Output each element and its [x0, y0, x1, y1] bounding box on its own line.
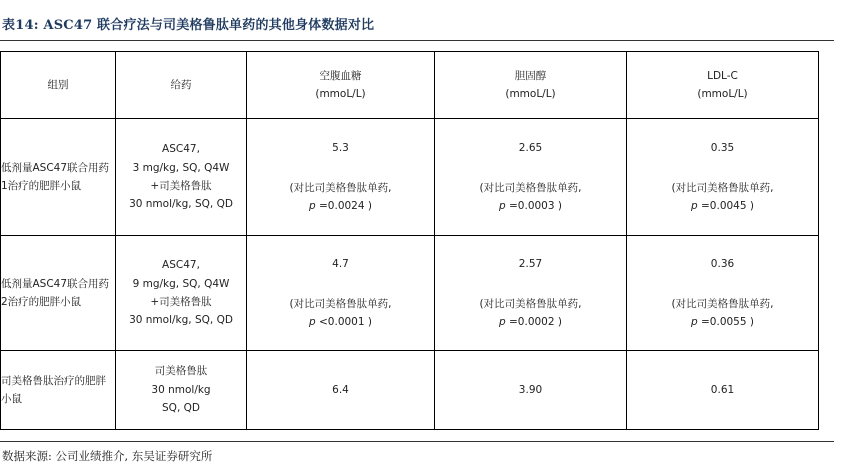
source-note: 数据来源: 公司业绩推介, 东吴证券研究所: [2, 449, 213, 463]
header-row: [1, 52, 819, 119]
table-row: [1, 236, 819, 351]
group-cell: 低剂量ASC47联合用药1治疗的肥胖小鼠: [1, 119, 116, 236]
ldl-cell: 0.61: [627, 351, 819, 430]
group-cell: 司美格鲁肽治疗的肥胖小鼠: [1, 351, 116, 430]
glucose-cell: 4.7 (对比司美格鲁肽单药, p <0.0001 ): [247, 236, 435, 351]
top-rule: [0, 40, 834, 41]
data-table: [0, 51, 819, 430]
table-row: [1, 351, 819, 430]
ldl-cell: 0.36 (对比司美格鲁肽单药, p =0.0055 ): [627, 236, 819, 351]
cholesterol-cell: 2.65 (对比司美格鲁肽单药, p =0.0003 ): [435, 119, 627, 236]
header-ldl: LDL-C (mmoL/L): [627, 52, 819, 119]
cholesterol-cell: 3.90: [435, 351, 627, 430]
glucose-cell: 5.3 (对比司美格鲁肽单药, p =0.0024 ): [247, 119, 435, 236]
table-row: [1, 119, 819, 236]
ldl-cell: 0.35 (对比司美格鲁肽单药, p =0.0045 ): [627, 119, 819, 236]
header-glucose: 空腹血糖 (mmoL/L): [247, 52, 435, 119]
dose-cell: ASC47, 3 mg/kg, SQ, Q4W +司美格鲁肽 30 nmol/kg, SQ, QD: [116, 119, 247, 236]
header-dose: 给药: [116, 52, 247, 119]
cholesterol-cell: 2.57 (对比司美格鲁肽单药, p =0.0002 ): [435, 236, 627, 351]
glucose-cell: 6.4: [247, 351, 435, 430]
group-cell: 低剂量ASC47联合用药2治疗的肥胖小鼠: [1, 236, 116, 351]
table-caption: 表14: ASC47 联合疗法与司美格鲁肽单药的其他身体数据对比: [2, 18, 375, 33]
dose-cell: 司美格鲁肽 30 nmol/kg SQ, QD: [116, 351, 247, 430]
bottom-rule: [0, 441, 834, 442]
dose-cell: ASC47, 9 mg/kg, SQ, Q4W +司美格鲁肽 30 nmol/kg, SQ, QD: [116, 236, 247, 351]
header-cholesterol: 胆固醇 (mmoL/L): [435, 52, 627, 119]
header-group: 组别: [1, 52, 116, 119]
